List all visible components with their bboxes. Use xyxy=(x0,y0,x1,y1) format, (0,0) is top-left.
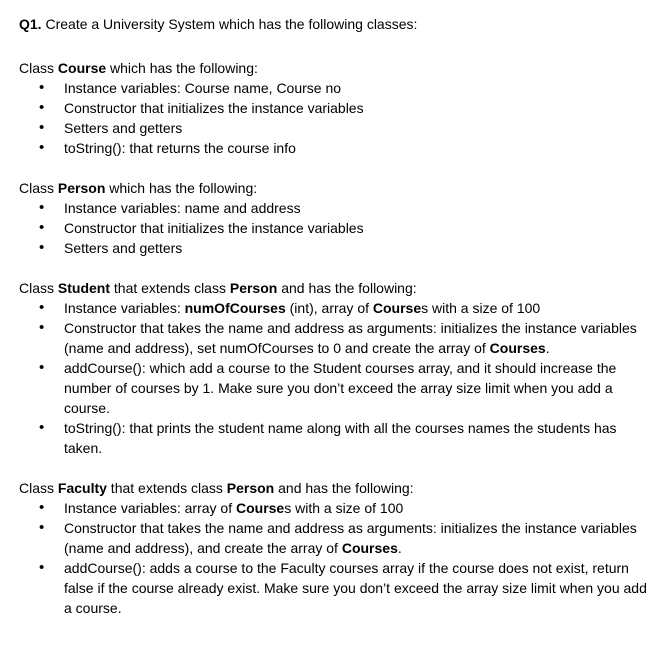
question-text: Create a University System which has the following classes: xyxy=(41,16,418,32)
list-item: • Setters and getters xyxy=(64,118,658,138)
heading-suffix: which has the following: xyxy=(105,180,258,196)
question-line xyxy=(19,14,658,34)
class-name: Person xyxy=(57,180,106,196)
heading-prefix: Class xyxy=(19,60,58,76)
class-faculty-heading xyxy=(19,478,658,498)
list-item: • Constructor that takes the name and address as arguments: initializes the instance variables (name and address), and create the array of Courses. xyxy=(64,518,658,558)
class-name: Faculty xyxy=(57,480,107,496)
heading-prefix: Class xyxy=(19,180,58,196)
list-item: • Instance variables: name and address xyxy=(64,198,658,218)
class-name: Student xyxy=(57,280,111,296)
class-course-heading xyxy=(19,58,658,78)
list-item: • Instance variables: numOfCourses (int), array of Courses with a size of 100 xyxy=(64,298,658,318)
list-item: • Instance variables: Course name, Course no xyxy=(64,78,658,98)
class-person-section xyxy=(19,178,658,258)
heading-middle: that extends class xyxy=(106,480,227,496)
list-item: • toString(): that returns the course info xyxy=(64,138,658,158)
list-item: • addCourse(): which add a course to the Student courses array, and it should increase the number of courses by 1. Make sure you don’t exceed the array size limit when you add a course. xyxy=(64,358,658,418)
heading-prefix: Class xyxy=(19,280,58,296)
list-item: • Setters and getters xyxy=(64,238,658,258)
bold-term: Courses xyxy=(489,340,546,356)
list-item: • addCourse(): adds a course to the Faculty courses array if the course does not exist, return false if the course already exist. Make sure you don’t exceed the array size limit when you add a course. xyxy=(64,558,658,618)
faculty-bullet-list xyxy=(19,498,658,618)
course-bullet-list xyxy=(19,78,658,158)
bold-term: numOfCourses xyxy=(184,300,286,316)
parent-class-name: Person xyxy=(229,280,278,296)
class-name: Course xyxy=(57,60,107,76)
list-item: • Constructor that initializes the instance variables xyxy=(64,218,658,238)
class-student-section xyxy=(19,278,658,458)
heading-suffix: and has the following: xyxy=(274,480,414,496)
class-student-heading xyxy=(19,278,658,298)
class-course-section xyxy=(19,58,658,158)
list-item: • Constructor that initializes the instance variables xyxy=(64,98,658,118)
person-bullet-list xyxy=(19,198,658,258)
heading-suffix: which has the following: xyxy=(106,60,258,76)
class-faculty-section xyxy=(19,478,658,618)
question-label: Q1. xyxy=(19,16,42,32)
list-item: • Instance variables: array of Courses with a size of 100 xyxy=(64,498,658,518)
bold-term: Courses xyxy=(341,540,398,556)
bold-term: Course xyxy=(372,300,422,316)
list-item: • Constructor that takes the name and address as arguments: initializes the instance variables (name and address), set numOfCourses to 0 and create the array of Courses. xyxy=(64,318,658,358)
heading-suffix: and has the following: xyxy=(277,280,417,296)
class-person-heading xyxy=(19,178,658,198)
heading-middle: that extends class xyxy=(110,280,230,296)
student-bullet-list xyxy=(19,298,658,458)
list-item: • toString(): that prints the student name along with all the courses names the students has taken. xyxy=(64,418,658,458)
heading-prefix: Class xyxy=(19,480,58,496)
bold-term: Course xyxy=(235,500,285,516)
parent-class-name: Person xyxy=(226,480,275,496)
